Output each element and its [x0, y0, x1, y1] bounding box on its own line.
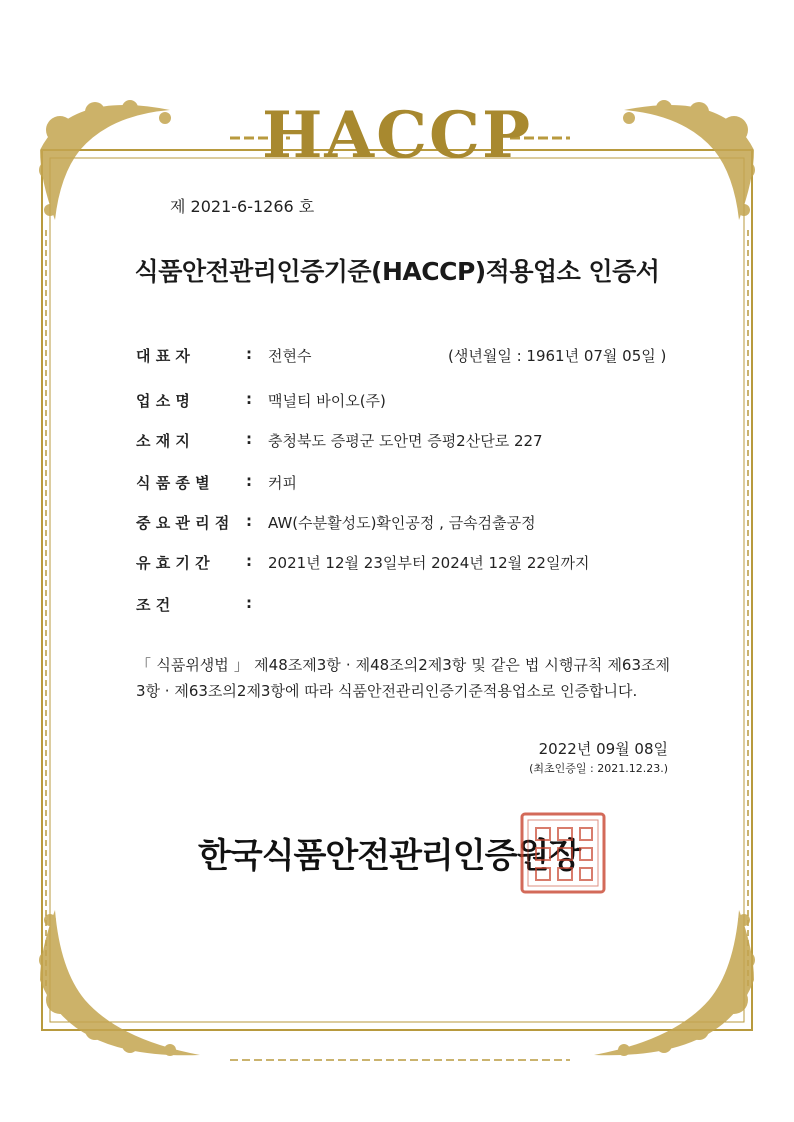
certification-statement: 「 식품위생법 」 제48조제3항 · 제48조의2제3항 및 같은 법 시행규칙 제63조제3항 · 제63조의2제3항에 따라 식품안전관리인증기준적용업소로 인증합니다. [136, 656, 670, 700]
field-label: 소 재 지 [136, 432, 190, 450]
field-value: AW(수분활성도)확인공정 , 금속검출공정 [268, 514, 536, 532]
field-colon: : [246, 345, 252, 363]
certificate-number: 제 2021-6-1266 호 [170, 197, 315, 216]
field-value: 2021년 12월 23일부터 2024년 12월 22일까지 [268, 554, 590, 572]
field-colon: : [246, 594, 252, 612]
field-label: 업 소 명 [136, 392, 190, 410]
field-label: 식 품 종 별 [136, 474, 210, 492]
field-value: 충청북도 증평군 도안면 증평2산단로 227 [268, 432, 543, 450]
field-label: 대 표 자 [136, 347, 190, 365]
haccp-logo: HACCP [261, 98, 533, 173]
issuer-name: 한국식품안전관리인증원장 [198, 836, 581, 876]
official-seal-stamp [518, 810, 608, 896]
first-certification-date: (최초인증일 : 2021.12.23.) [529, 762, 668, 775]
field-colon: : [246, 512, 252, 530]
field-value: 커피 [268, 474, 297, 492]
field-colon: : [246, 430, 252, 448]
birth-date: (생년월일 : 1961년 07월 05일 ) [448, 347, 667, 365]
field-label: 중 요 관 리 점 [136, 514, 230, 532]
field-colon: : [246, 390, 252, 408]
issue-date: 2022년 09월 08일 [538, 740, 668, 758]
field-colon: : [246, 472, 252, 490]
certificate-title: 식품안전관리인증기준(HACCP)적용업소 인증서 [134, 257, 660, 286]
field-label: 유 효 기 간 [136, 554, 210, 572]
field-value: 전현수 [268, 347, 312, 365]
field-value: 맥널티 바이오(주) [268, 392, 386, 410]
field-label: 조 건 [136, 596, 171, 614]
corner-ornament-bottom-right [594, 910, 755, 1056]
field-colon: : [246, 552, 252, 570]
corner-ornament-bottom-left [39, 910, 200, 1056]
